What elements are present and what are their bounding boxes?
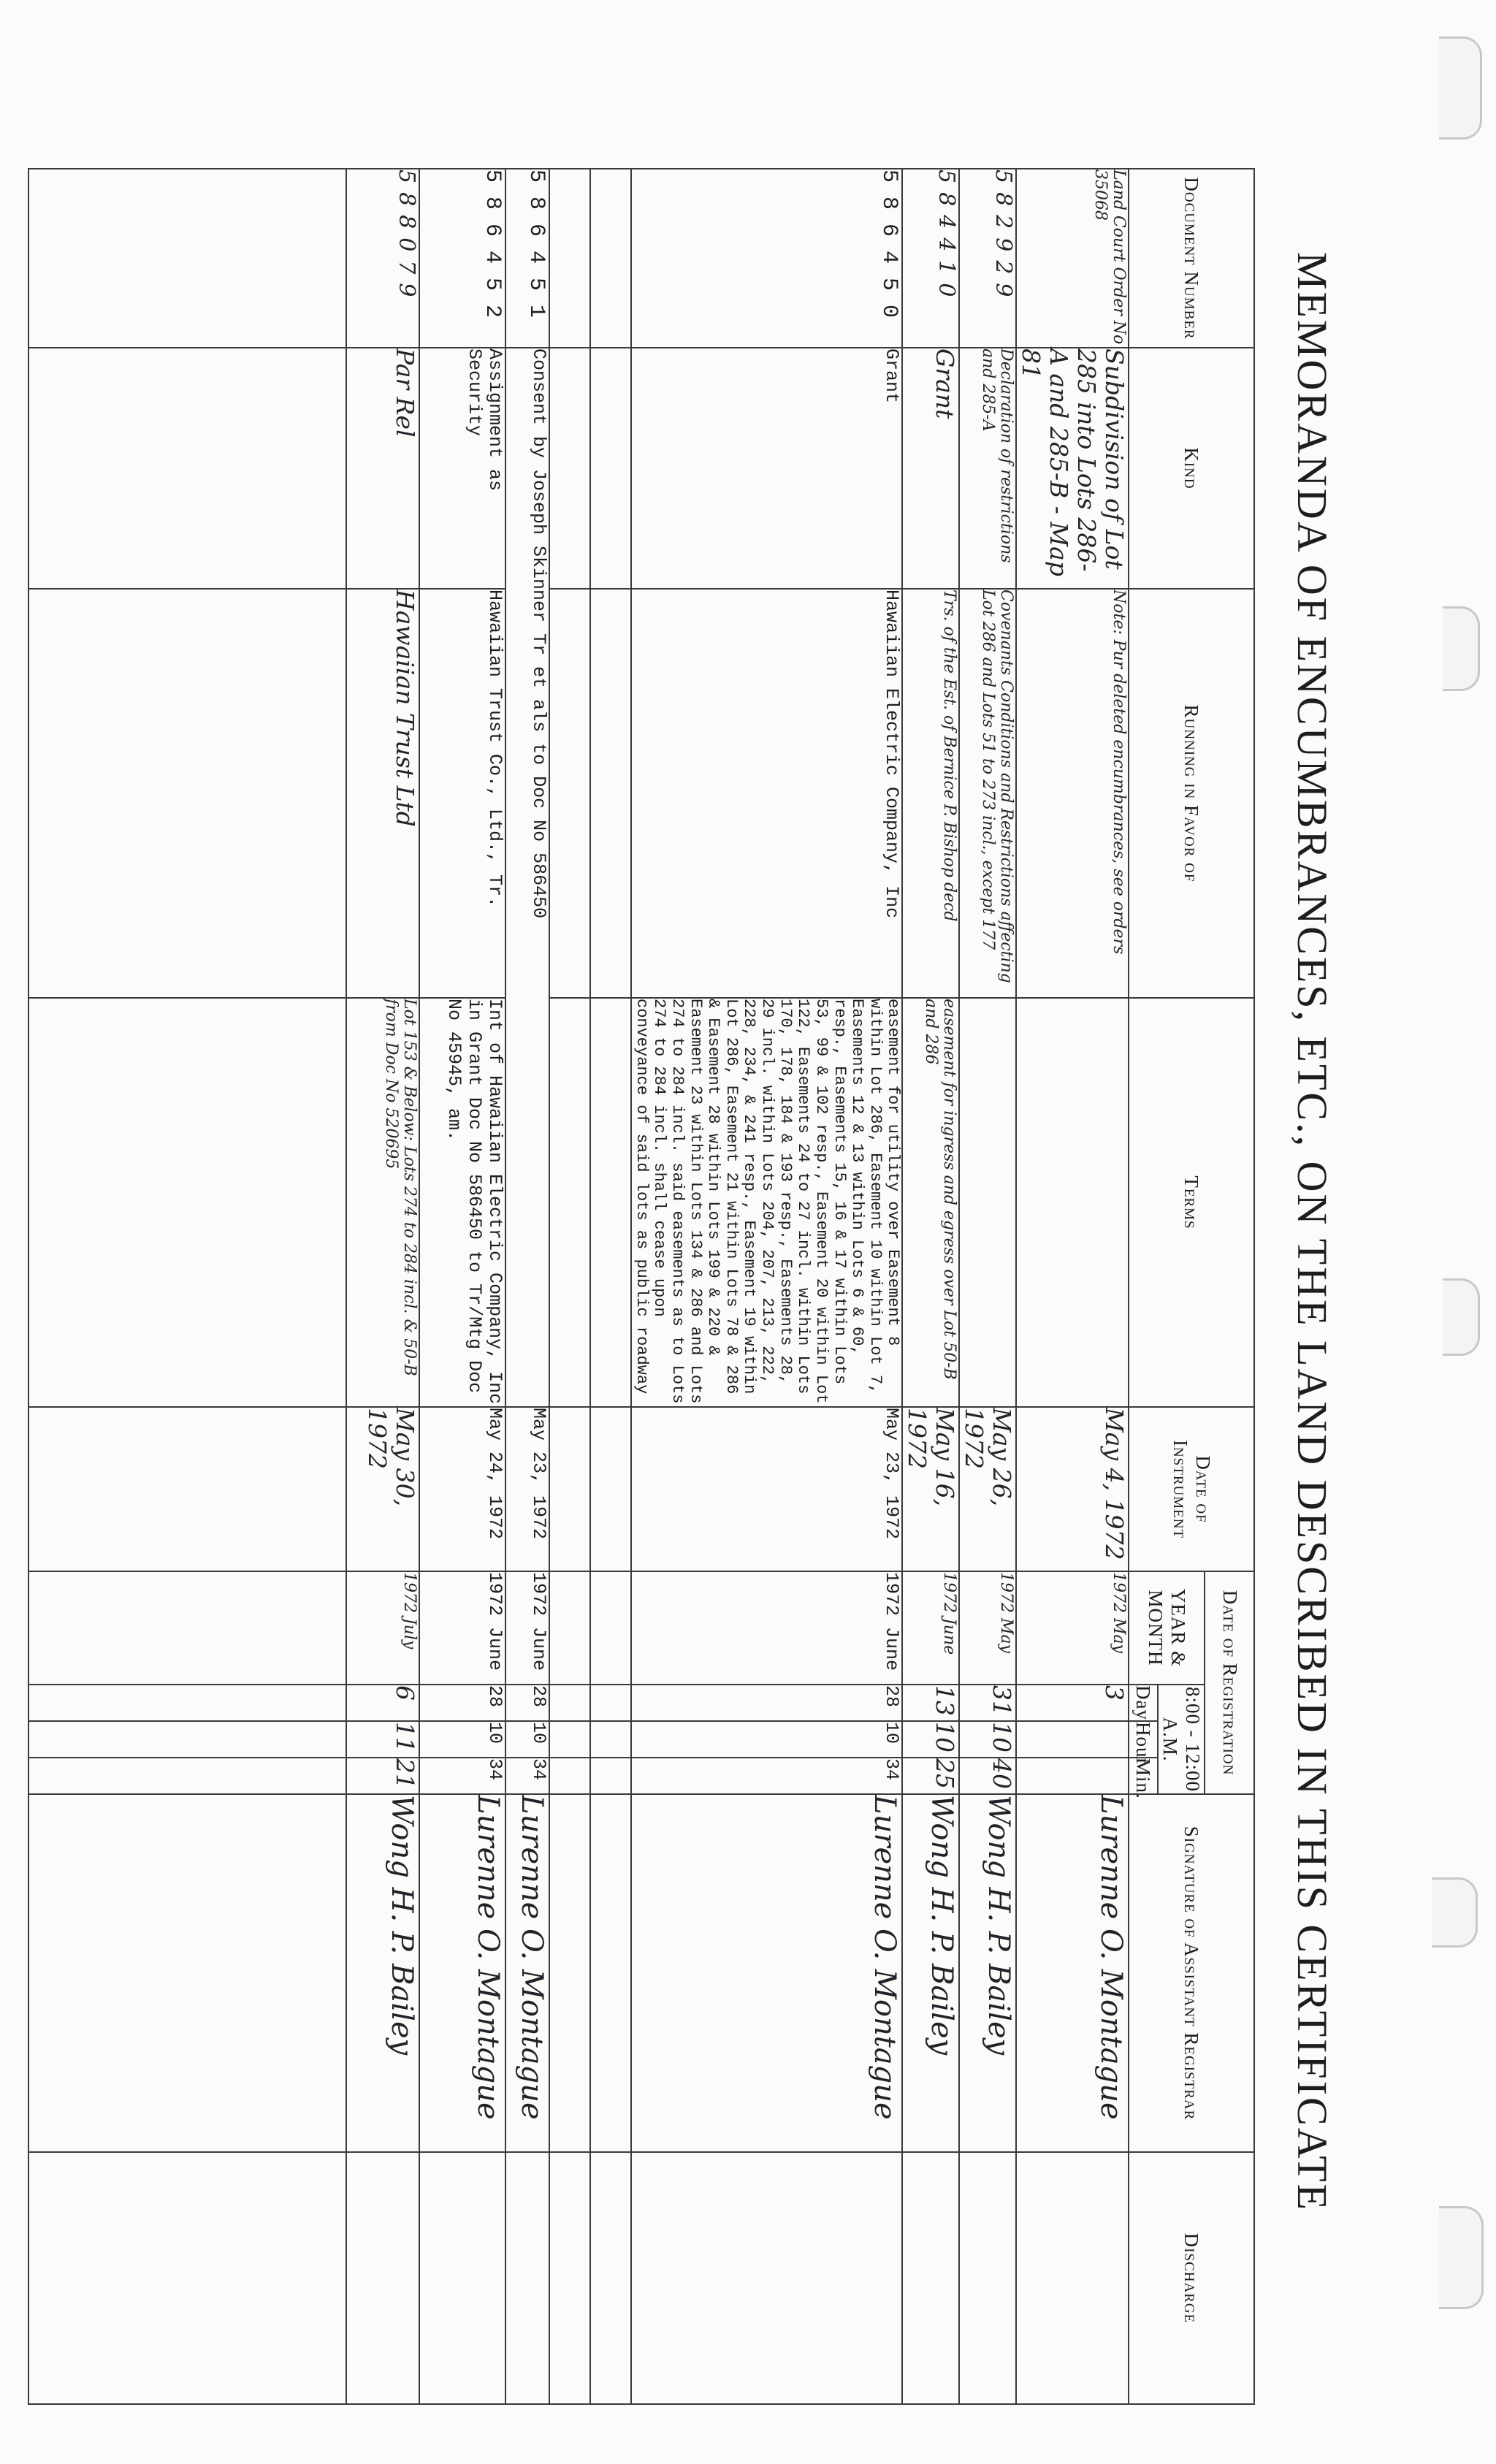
cell-day: 28 [419, 1685, 505, 1721]
cell-year-month: 1972 July [346, 1571, 419, 1685]
cell-terms [1016, 998, 1129, 1407]
cell-date-instrument: May 23, 1972 [631, 1407, 902, 1571]
cell-min: 34 [419, 1758, 505, 1794]
cell-discharge [505, 2152, 549, 2404]
cell-date-instrument: May 26, 1972 [959, 1407, 1016, 1571]
cell-year-month: 1972 June [419, 1571, 505, 1685]
cell-discharge [346, 2152, 419, 2404]
cell-terms: easement for utility over Easement 8 within Lot 286, Easement 10 within Lot 7, Easements 12 & 13 within Lots 6 & 60, resp., Easements 15, 16 & 17 within Lots 53, 99 & 102 resp., Easement 20 within Lot 122, Easements 24 to 27 incl. within Lots 170, 178, 184 & 193 resp., Easements 28, 29 incl. within Lots 204, 207, 213, 222, 228, 234, & 241 resp., Easement 19 within Lot 286, Easement 21 within Lots 78 & 286 & Easement 28 within Lots 199 & 220 & Easement 23 within Lots 134 & 286 and Lots 274 to 284 incl. said easements as to Lots 274 to 284 incl. shall cease upon conveyance of said lots as public roadway [631, 998, 902, 1407]
cell-min [1016, 1758, 1129, 1794]
cell-day: 28 [631, 1685, 902, 1721]
cell-signature: Wong H. P. Bailey [959, 1794, 1016, 2152]
cell-favor: Hawaiian Trust Co., Ltd., Tr. [419, 589, 505, 998]
cell-min: 34 [505, 1758, 549, 1794]
cell-day: 6 [346, 1685, 419, 1721]
cell-signature: Wong H. P. Bailey [902, 1794, 959, 2152]
table-row [419, 169, 505, 2404]
header-date-of-instrument: Date of Instrument [1129, 1407, 1254, 1571]
cell-terms: Lot 153 & Below: Lots 274 to 284 incl. & 50-B from Doc No 520695 [346, 998, 419, 1407]
cell-terms: Int of Hawaiian Electric Company, Inc in Grant Doc No 586450 to Tr/Mtg Doc No 45945, am. [419, 998, 505, 1407]
cell-doc-number: 586452 [419, 169, 505, 348]
cell-favor: Hawaiian Trust Ltd [346, 589, 419, 998]
cell-hour: 10 [902, 1721, 959, 1758]
cell-signature: Lurenne O. Montague [505, 1794, 549, 2152]
table-row-blank [590, 169, 631, 2404]
cell-discharge [419, 2152, 505, 2404]
cell-signature: Lurenne O. Montague [1016, 1794, 1129, 2152]
header-day: Day [1129, 1685, 1158, 1721]
cell-hour: 10 [631, 1721, 902, 1758]
table-row [346, 169, 419, 2404]
cell-kind: Par Rel [346, 348, 419, 589]
cell-year-month: 1972 May [959, 1571, 1016, 1685]
table-row-blank [549, 169, 590, 2404]
cell-kind: Grant [631, 348, 902, 589]
cell-kind: Subdivision of Lot 285 into Lots 286-A and 285-B - Map 81 [1016, 348, 1129, 589]
cell-favor: Trs. of the Est. of Bernice P. Bishop decd [902, 589, 959, 998]
header-kind: Kind [1129, 348, 1254, 589]
cell-min: 34 [631, 1758, 902, 1794]
cell-terms [959, 998, 1016, 1407]
cell-discharge [902, 2152, 959, 2404]
cell-signature: Lurenne O. Montague [631, 1794, 902, 2152]
header-hour: Hour [1129, 1721, 1158, 1758]
header-row [1205, 169, 1254, 2404]
certificate-title: MEMORANDA OF ENCUMBRANCES, ETC., ON THE LAND DESCRIBED IN THIS CERTIFICATE [1289, 251, 1336, 2213]
table-row [505, 169, 549, 2404]
cell-date-instrument: May 30, 1972 [346, 1407, 419, 1571]
cell-doc-number: 588079 [346, 169, 419, 348]
cell-favor: Hawaiian Electric Company, Inc [631, 589, 902, 998]
cell-date-instrument: May 16, 1972 [902, 1407, 959, 1571]
cell-terms: easement for ingress and egress over Lot 50-B and 286 [902, 998, 959, 1407]
cell-year-month: 1972 June [902, 1571, 959, 1685]
header-signature: Signature of Assistant Registrar [1129, 1794, 1254, 2152]
cell-kind: Grant [902, 348, 959, 589]
cell-favor: Note: Pur deleted encumbrances, see orders [1016, 589, 1129, 998]
cell-doc-number: 586451 [505, 169, 549, 348]
cell-doc-number: 582929 [959, 169, 1016, 348]
cell-min: 21 [346, 1758, 419, 1794]
header-discharge: Discharge [1129, 2152, 1254, 2404]
table-row [902, 169, 959, 2404]
cell-date-instrument: May 4, 1972 [1016, 1407, 1129, 1571]
header-min: Min. [1129, 1758, 1158, 1794]
cell-signature: Wong H. P. Bailey [346, 1794, 419, 2152]
encumbrance-table [28, 168, 1255, 2405]
cell-min: 40 [959, 1758, 1016, 1794]
header-date-of-registration: Date of Registration [1205, 1571, 1254, 1794]
header-am-range: 8:00 - 12:00 A.M. [1158, 1685, 1205, 1794]
cell-doc-number: 584410 [902, 169, 959, 348]
cell-hour: 10 [419, 1721, 505, 1758]
cell-day: 13 [902, 1685, 959, 1721]
cell-year-month: 1972 June [631, 1571, 902, 1685]
cell-discharge [631, 2152, 902, 2404]
cell-year-month: 1972 May [1016, 1571, 1129, 1685]
table-row-blank [28, 169, 346, 2404]
cell-day: 3 [1016, 1685, 1129, 1721]
cell-date-instrument: May 23, 1972 [505, 1407, 549, 1571]
cell-favor: Covenants Conditions and Restrictions affecting Lot 286 and Lots 51 to 273 incl., except 177 [959, 589, 1016, 998]
cell-hour: 10 [505, 1721, 549, 1758]
table-row [631, 169, 902, 2404]
cell-min: 25 [902, 1758, 959, 1794]
cell-kind: Assignment as Security [419, 348, 505, 589]
cell-year-month: 1972 June [505, 1571, 549, 1685]
table-row [959, 169, 1016, 2404]
header-document-number: Document Number [1129, 169, 1254, 348]
cell-hour: 11 [346, 1721, 419, 1758]
cell-kind: Declaration of restrictions and 285-A [959, 348, 1016, 589]
cell-date-instrument: May 24, 1972 [419, 1407, 505, 1571]
table-row [1016, 169, 1129, 2404]
cell-discharge [959, 2152, 1016, 2404]
header-year-month: YEAR & MONTH [1129, 1571, 1205, 1685]
header-terms: Terms [1129, 998, 1254, 1407]
cell-doc-number: 586450 [631, 169, 902, 348]
cell-doc-number: Land Court Order No 35068 [1016, 169, 1129, 348]
cell-signature: Lurenne O. Montague [419, 1794, 505, 2152]
cell-kind: Consent by Joseph Skinner Tr et als to Doc No 586450 [505, 348, 549, 1407]
cell-day: 28 [505, 1685, 549, 1721]
cell-day: 31 [959, 1685, 1016, 1721]
cell-hour [1016, 1721, 1129, 1758]
header-running-in-favor-of: Running in Favor of [1129, 589, 1254, 998]
cell-hour: 10 [959, 1721, 1016, 1758]
cell-discharge [1016, 2152, 1129, 2404]
